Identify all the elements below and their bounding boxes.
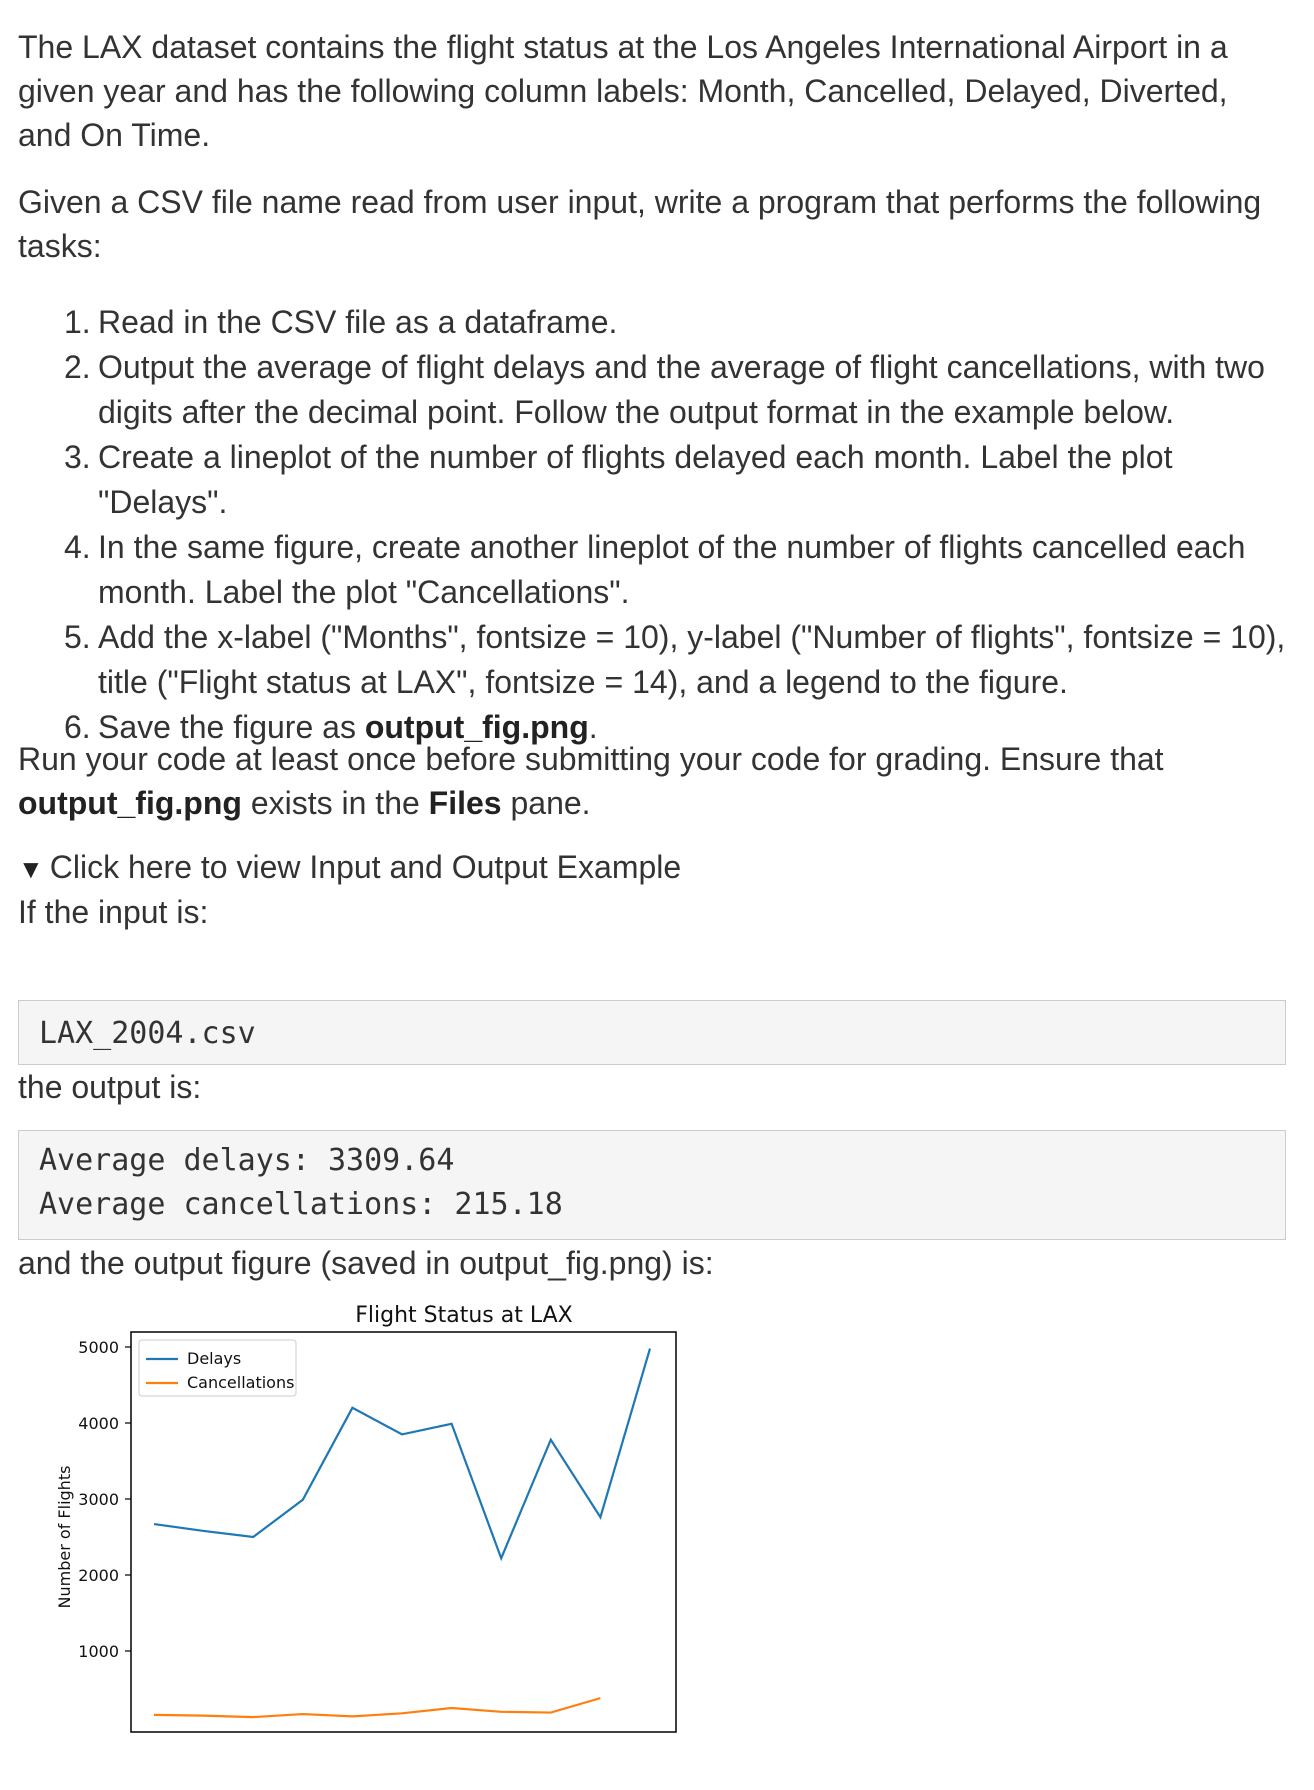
task-item: [18, 525, 1288, 615]
task-intro-paragraph: Given a CSV file name read from user input, write a program that performs the following tasks:: [18, 184, 1262, 264]
y-tick-label: 1000: [78, 1642, 119, 1661]
legend-label: Delays: [187, 1349, 242, 1368]
task-text: In the same figure, create another lineplot of the number of flights cancelled each month. Label the plot "Cancellations".: [98, 529, 1246, 610]
intro-paragraph: The LAX dataset contains the flight status at the Los Angeles International Airport in a given year and has the following column labels: Month, Cancelled, Delayed, Diverted, and On Time.: [18, 29, 1228, 153]
series-line-cancellations: [154, 1698, 600, 1717]
run-note-text: Run your code at least once before submitting your code for grading. Ensure that: [18, 741, 1164, 777]
task-text: Save the figure as: [98, 709, 365, 745]
input-intro: If the input is:: [18, 894, 209, 930]
example-toggle-label: Click here to view Input and Output Example: [49, 849, 682, 885]
task-number: 5.: [64, 619, 91, 655]
task-text-end: .: [588, 709, 598, 745]
run-note-text: pane.: [501, 785, 591, 821]
output-line: Average cancellations: 215.18: [39, 1187, 563, 1222]
figure-caption: and the output figure (saved in output_fig.png) is:: [18, 1245, 714, 1281]
output-line: Average delays: 3309.64: [39, 1143, 455, 1178]
task-number: 3.: [64, 439, 91, 475]
task-text: Output the average of flight delays and the average of flight cancellations, with two digits after the decimal point. Follow the output format in the example below.: [98, 349, 1265, 430]
task-item: [18, 345, 1288, 435]
task-number: 6.: [64, 709, 91, 745]
y-tick-label: 2000: [78, 1566, 119, 1585]
run-note-filename: output_fig.png: [18, 785, 242, 821]
run-note-paragraph: [18, 737, 1288, 825]
task-item: [18, 300, 1288, 345]
run-note-text: exists in the: [241, 785, 429, 821]
input-example-box: LAX_2004.csv: [18, 1000, 1286, 1065]
task-list: [18, 300, 1288, 750]
output-example-box: [18, 1130, 1286, 1240]
y-tick-label: 3000: [78, 1490, 119, 1509]
task-number: 1.: [64, 304, 91, 340]
files-pane-label: Files: [428, 785, 502, 821]
y-axis-label: Number of Flights: [55, 1465, 74, 1609]
y-tick-label: 5000: [78, 1338, 119, 1357]
task-number: 2.: [64, 349, 91, 385]
triangle-down-icon: ▼: [18, 854, 44, 884]
example-toggle[interactable]: [18, 845, 681, 891]
y-tick-label: 4000: [78, 1414, 119, 1433]
task-number: 4.: [64, 529, 91, 565]
output-filename: output_fig.png: [364, 709, 589, 745]
task-text: Read in the CSV file as a dataframe.: [98, 304, 618, 340]
task-item: [18, 435, 1288, 525]
task-text: Create a lineplot of the number of flights delayed each month. Label the plot "Delays".: [98, 439, 1173, 520]
legend-label: Cancellations: [187, 1373, 295, 1392]
task-item: [18, 615, 1288, 705]
task-text: Add the x-label ("Months", fontsize = 10), y-label ("Number of flights", fontsize = 10), title ("Flight status at LAX", fontsize = 14), and a legend to the figure.: [98, 619, 1286, 700]
chart-title: Flight Status at LAX: [355, 1303, 573, 1328]
output-intro: the output is:: [18, 1069, 202, 1105]
flight-status-chart: [48, 1300, 788, 1790]
